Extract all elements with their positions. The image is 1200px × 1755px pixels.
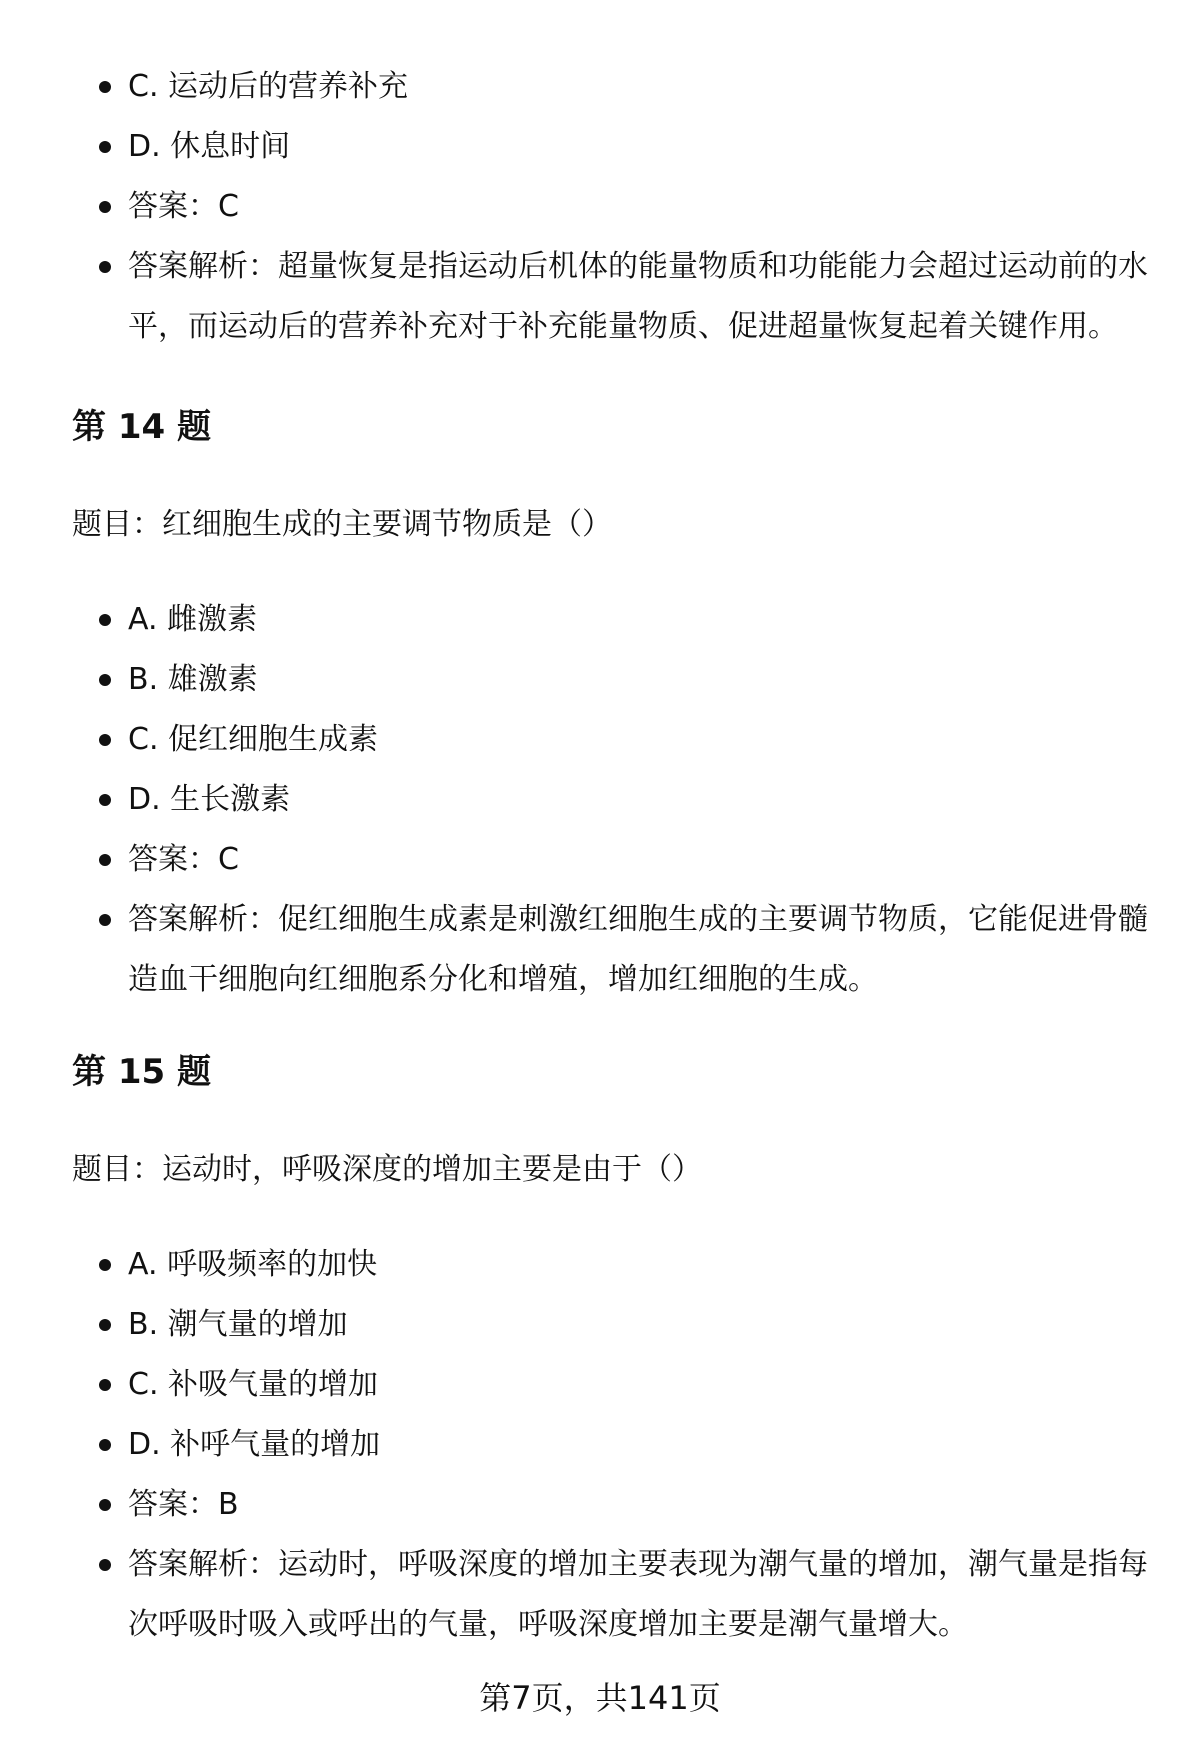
question-14-stem: 题目：红细胞生成的主要调节物质是（） (72, 507, 612, 542)
option-d: D. 生长激素 (72, 770, 1152, 830)
option-a: A. 呼吸频率的加快 (72, 1235, 1152, 1295)
option-a: A. 雌激素 (72, 590, 1152, 650)
option-b: B. 潮气量的增加 (72, 1295, 1152, 1355)
option-c: C. 补吸气量的增加 (72, 1355, 1152, 1415)
option-list (72, 57, 1152, 357)
option-b: B. 雄激素 (72, 650, 1152, 710)
question-15-options (72, 1235, 1152, 1655)
answer-explanation: 答案解析：超量恢复是指运动后机体的能量物质和功能能力会超过运动前的水平，而运动后的营养补充对于补充能量物质、促进超量恢复起着关键作用。 (72, 237, 1152, 357)
answer-explanation: 答案解析：运动时，呼吸深度的增加主要表现为潮气量的增加，潮气量是指每次呼吸时吸入或呼出的气量，呼吸深度增加主要是潮气量增大。 (72, 1535, 1152, 1655)
option-list (72, 1235, 1152, 1655)
page-number: 第7页，共141页 (479, 1679, 721, 1717)
option-list (72, 590, 1152, 1010)
answer: 答案：C (72, 830, 1152, 890)
question-14-title: 第 14 题 (72, 407, 211, 447)
option-c: C. 促红细胞生成素 (72, 710, 1152, 770)
answer: 答案：C (72, 177, 1152, 237)
answer: 答案：B (72, 1475, 1152, 1535)
prev-question-options (72, 57, 1152, 357)
question-14-options (72, 590, 1152, 1010)
option-d: D. 休息时间 (72, 117, 1152, 177)
answer-explanation: 答案解析：促红细胞生成素是刺激红细胞生成的主要调节物质，它能促进骨髓造血干细胞向红细胞系分化和增殖，增加红细胞的生成。 (72, 890, 1152, 1010)
question-15-title: 第 15 题 (72, 1052, 211, 1092)
option-d: D. 补呼气量的增加 (72, 1415, 1152, 1475)
question-15-stem: 题目：运动时，呼吸深度的增加主要是由于（） (72, 1152, 702, 1187)
option-c: C. 运动后的营养补充 (72, 57, 1152, 117)
